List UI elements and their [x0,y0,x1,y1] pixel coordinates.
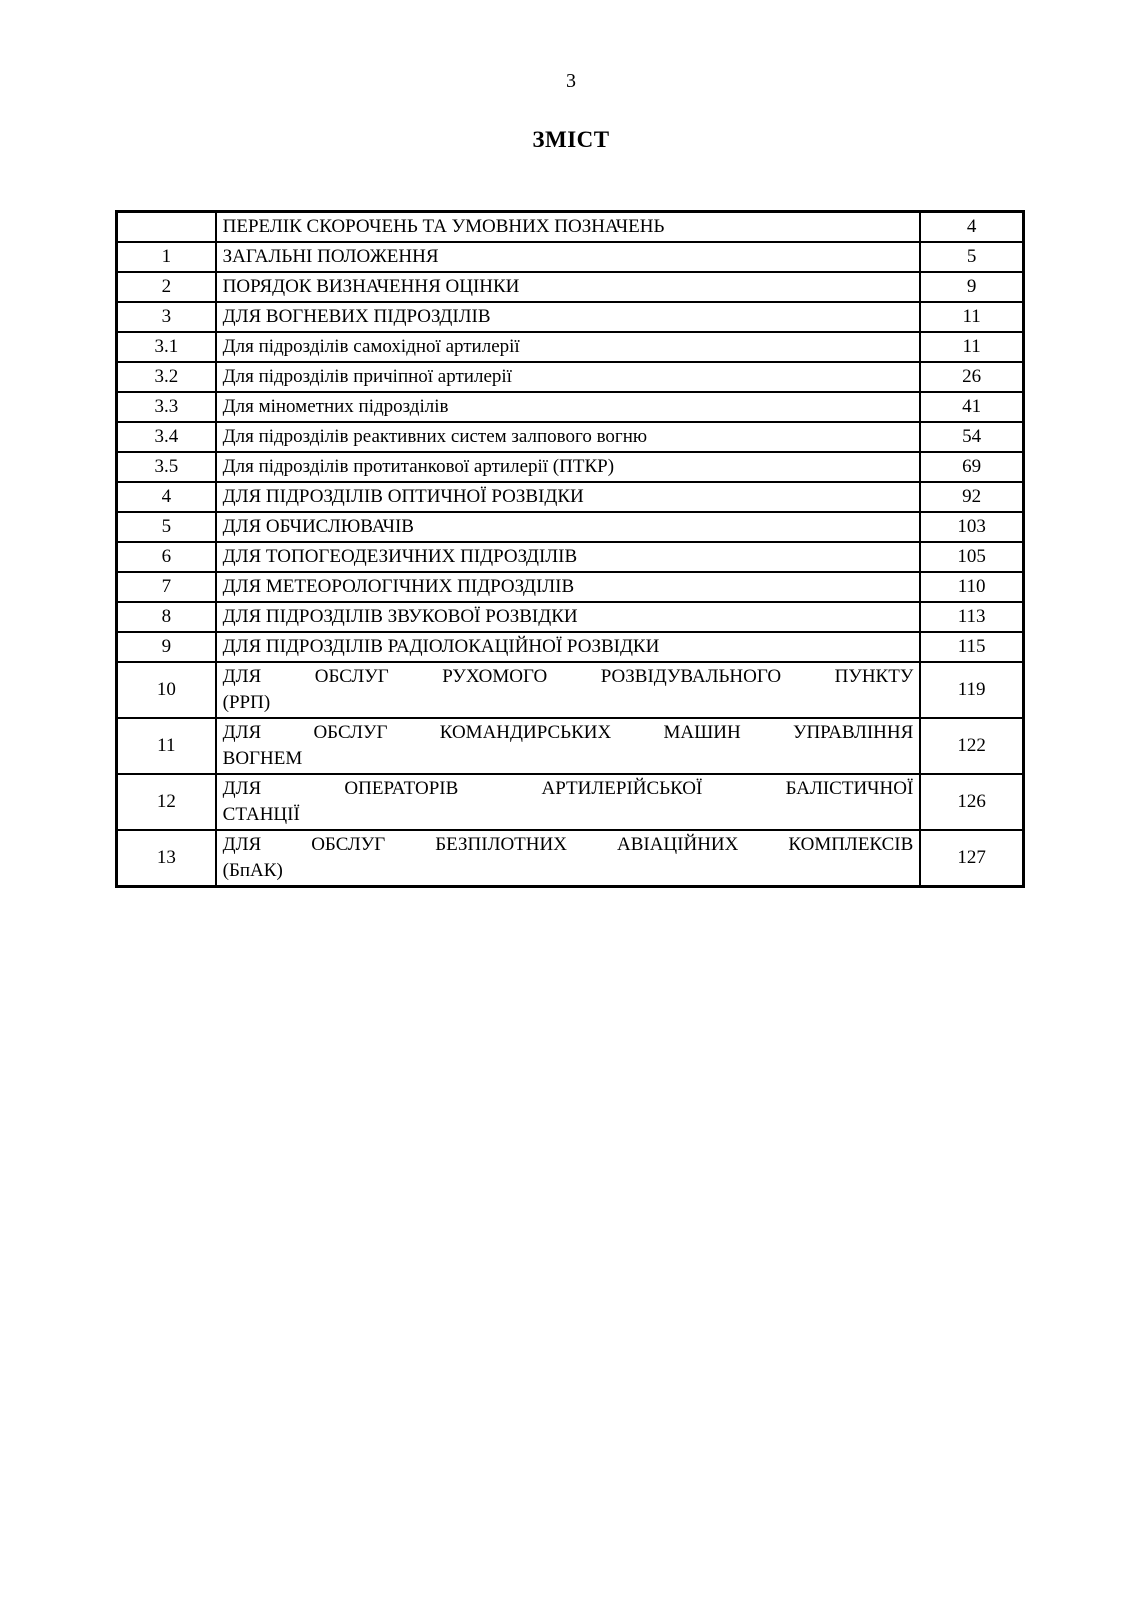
table-row [117,212,1024,243]
row-title-cell: Для підрозділів самохідної артилерії [216,332,921,362]
row-number-cell: 13 [117,830,216,887]
row-title-cell: ДЛЯ ТОПОГЕОДЕЗИЧНИХ ПІДРОЗДІЛІВ [216,542,921,572]
row-title-cell: Для підрозділів реактивних систем залпового вогню [216,422,921,452]
row-title-cell: ДЛЯ ПІДРОЗДІЛІВ РАДІОЛОКАЦІЙНОЇ РОЗВІДКИ [216,632,921,662]
row-title-cell: ДЛЯ ВОГНЕВИХ ПІДРОЗДІЛІВ [216,302,921,332]
table-row [117,452,1024,482]
row-page-cell: 127 [920,830,1023,887]
row-title-cell: ПЕРЕЛІК СКОРОЧЕНЬ ТА УМОВНИХ ПОЗНАЧЕНЬ [216,212,921,243]
row-title-cell: ДЛЯ МЕТЕОРОЛОГІЧНИХ ПІДРОЗДІЛІВ [216,572,921,602]
row-number-cell: 6 [117,542,216,572]
row-page-cell: 5 [920,242,1023,272]
row-title-line: ДЛЯ ОБСЛУГ БЕЗПІЛОТНИХ АВІАЦІЙНИХ КОМПЛЕКСІВ [222,834,914,855]
row-page-cell: 122 [920,718,1023,774]
row-number-cell: 1 [117,242,216,272]
row-title-line: ДЛЯ ОПЕРАТОРІВ АРТИЛЕРІЙСЬКОЇ БАЛІСТИЧНОЇ [222,778,914,799]
row-page-cell: 11 [920,332,1023,362]
toc-table [115,210,1025,888]
row-title-cell: Для підрозділів протитанкової артилерії (ПТКР) [216,452,921,482]
row-title-line: (РРП) [222,692,271,713]
table-row [117,272,1024,302]
row-page-cell: 105 [920,542,1023,572]
row-title-line: (БпАК) [222,860,283,881]
row-page-cell: 11 [920,302,1023,332]
row-number-cell: 12 [117,774,216,830]
page-number: 3 [566,70,576,92]
row-page-cell: 54 [920,422,1023,452]
row-page-cell: 110 [920,572,1023,602]
row-page-cell: 103 [920,512,1023,542]
row-title-cell [216,718,921,774]
row-number-cell [117,212,216,243]
row-number-cell: 7 [117,572,216,602]
table-row [117,662,1024,718]
row-title-cell: ДЛЯ ПІДРОЗДІЛІВ ОПТИЧНОЇ РОЗВІДКИ [216,482,921,512]
table-row [117,302,1024,332]
row-page-cell: 92 [920,482,1023,512]
row-number-cell: 10 [117,662,216,718]
row-number-cell: 4 [117,482,216,512]
row-page-cell: 26 [920,362,1023,392]
row-page-cell: 115 [920,632,1023,662]
row-number-cell: 2 [117,272,216,302]
row-page-cell: 119 [920,662,1023,718]
table-row [117,422,1024,452]
row-title-cell [216,774,921,830]
toc-table-body [117,212,1024,887]
row-page-cell: 9 [920,272,1023,302]
table-row [117,362,1024,392]
table-row [117,542,1024,572]
table-row [117,602,1024,632]
row-page-cell: 126 [920,774,1023,830]
row-page-cell: 41 [920,392,1023,422]
table-row [117,512,1024,542]
page-title: ЗМІСТ [532,127,610,152]
row-title-line: ВОГНЕМ [222,748,303,769]
row-page-cell: 69 [920,452,1023,482]
row-title-line: СТАНЦІЇ [222,804,300,825]
table-row [117,632,1024,662]
table-row [117,482,1024,512]
row-title-cell: ПОРЯДОК ВИЗНАЧЕННЯ ОЦІНКИ [216,272,921,302]
table-row [117,392,1024,422]
table-row [117,774,1024,830]
row-title-line: ДЛЯ ОБСЛУГ РУХОМОГО РОЗВІДУВАЛЬНОГО ПУНКТУ [222,666,914,687]
row-title-cell [216,662,921,718]
table-row [117,332,1024,362]
table-row [117,572,1024,602]
row-title-cell: Для мінометних підрозділів [216,392,921,422]
row-title-line: ДЛЯ ОБСЛУГ КОМАНДИРСЬКИХ МАШИН УПРАВЛІННЯ [222,722,914,743]
row-number-cell: 3.1 [117,332,216,362]
row-number-cell: 11 [117,718,216,774]
row-page-cell: 113 [920,602,1023,632]
row-title-cell: ЗАГАЛЬНІ ПОЛОЖЕННЯ [216,242,921,272]
row-number-cell: 3.5 [117,452,216,482]
row-title-cell: ДЛЯ ПІДРОЗДІЛІВ ЗВУКОВОЇ РОЗВІДКИ [216,602,921,632]
table-row [117,242,1024,272]
row-title-cell: ДЛЯ ОБЧИСЛЮВАЧІВ [216,512,921,542]
row-title-cell: Для підрозділів причіпної артилерії [216,362,921,392]
table-row [117,830,1024,887]
row-number-cell: 3.2 [117,362,216,392]
row-number-cell: 8 [117,602,216,632]
row-number-cell: 3 [117,302,216,332]
table-row [117,718,1024,774]
row-page-cell: 4 [920,212,1023,243]
row-number-cell: 9 [117,632,216,662]
row-number-cell: 3.3 [117,392,216,422]
row-number-cell: 3.4 [117,422,216,452]
row-title-cell [216,830,921,887]
row-number-cell: 5 [117,512,216,542]
